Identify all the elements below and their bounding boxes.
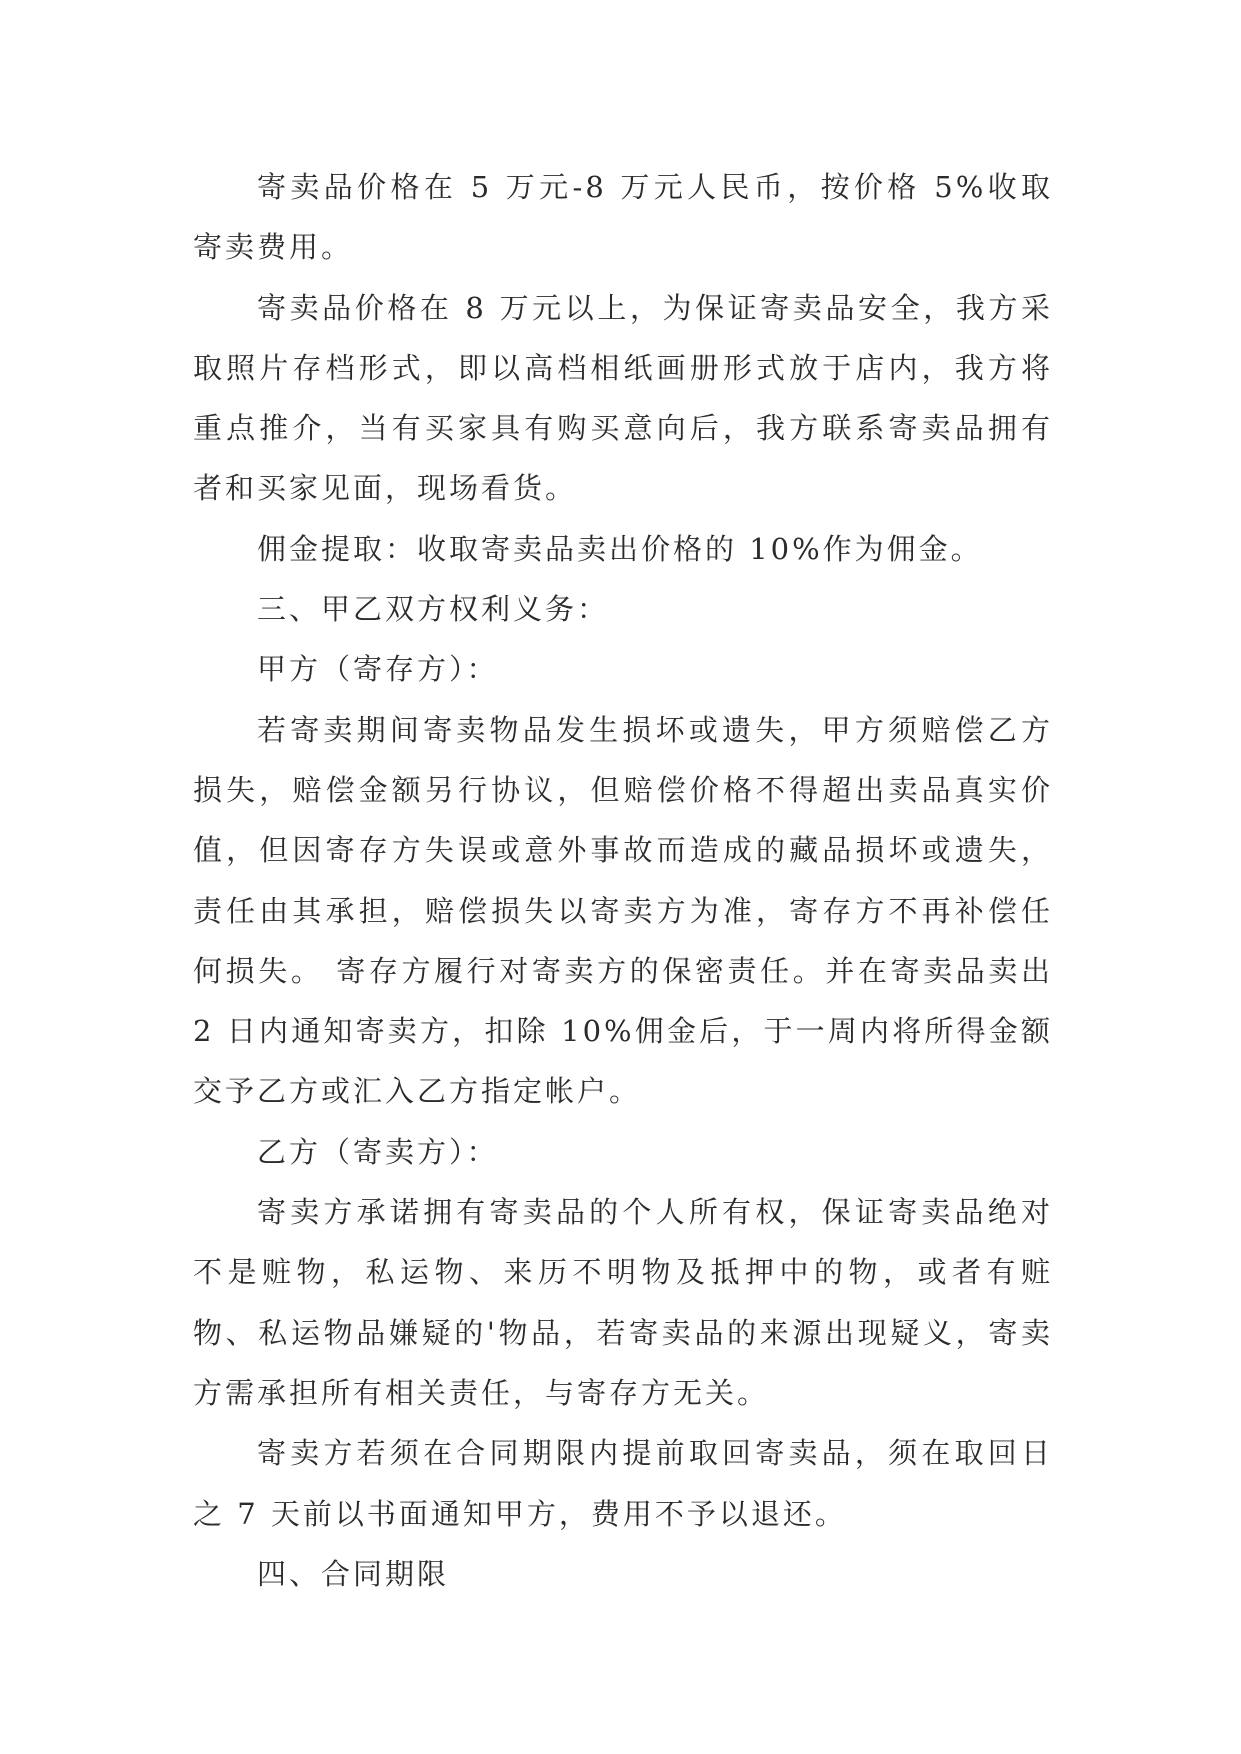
paragraph-commission: 佣金提取：收取寄卖品卖出价格的 10%作为佣金。 [257,531,983,566]
paragraph-party-a-duties: 若寄卖期间寄卖物品发生损坏或遗失，甲方须赔偿乙方损失，赔偿金额另行协议，但赔偿价格不得超出卖品真实价值，但因寄存方失误或意外事故而造成的藏品损坏或遗失，责任由其承担，赔偿损失以寄卖方为准，寄存方不再补偿任何损失。 寄存方履行对寄卖方的保密责任。并在寄卖品卖出 2 日内通知寄卖方，扣除 10%佣金后，于一周内将所得金额交予乙方或汇入乙方指定帐户。 [193,712,1053,1109]
party-b-heading: 乙方（寄卖方）： [257,1134,499,1169]
paragraph-consignment-price-5-8: 寄卖品价格在 5 万元-8 万元人民币，按价格 5%收取寄卖费用。 [193,170,1053,265]
document-body [193,157,1053,1604]
section-heading-contract-term: 四、合同期限 [257,1556,450,1591]
party-a-heading: 甲方（寄存方）： [257,652,499,687]
paragraph-party-b-early-retrieval: 寄卖方若须在合同期限内提前取回寄卖品，须在取回日之 7 天前以书面通知甲方，费用不予以退还。 [193,1436,1053,1531]
paragraph-party-b-ownership: 寄卖方承诺拥有寄卖品的个人所有权，保证寄卖品绝对不是赃物，私运物、来历不明物及抵押中的物，或者有赃物、私运物品嫌疑的'物品，若寄卖品的来源出现疑义，寄卖方需承担所有相关责任，与寄存方无关。 [193,1195,1053,1410]
paragraph-consignment-price-above-8: 寄卖品价格在 8 万元以上，为保证寄卖品安全，我方采取照片存档形式，即以高档相纸画册形式放于店内，我方将重点推介，当有买家具有购买意向后，我方联系寄卖品拥有者和买家见面，现场看货。 [193,290,1053,506]
section-heading-rights-obligations: 三、甲乙双方权利义务： [257,592,610,627]
